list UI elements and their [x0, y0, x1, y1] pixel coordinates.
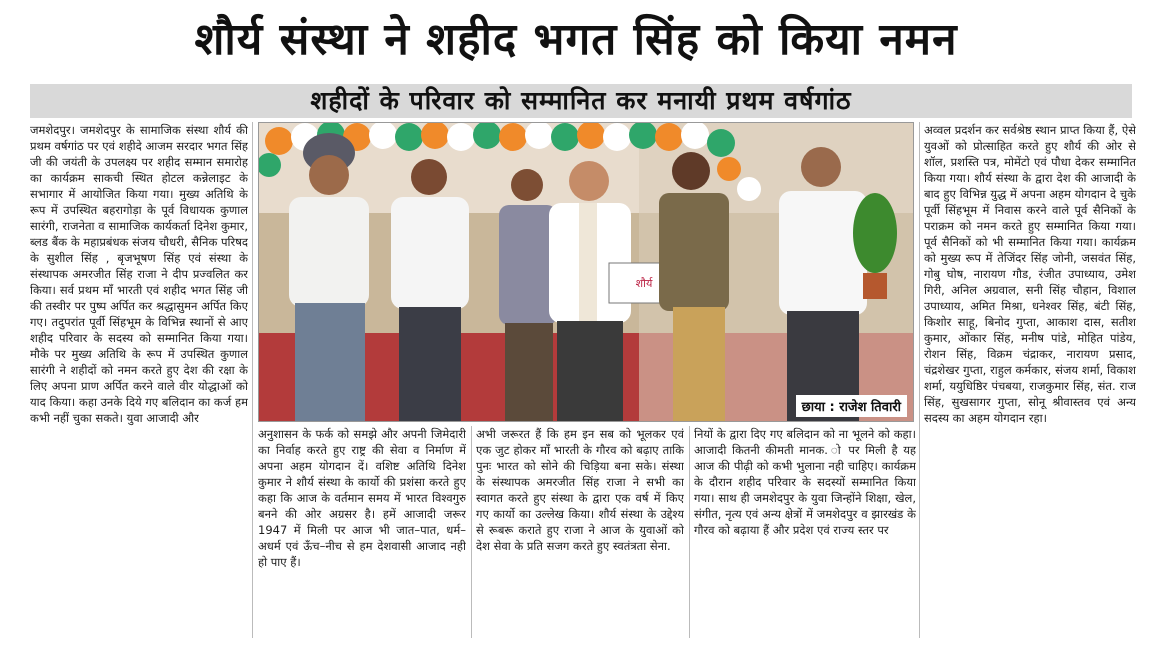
column-divider [252, 122, 253, 638]
column-divider [471, 426, 472, 638]
article-column-5 [924, 122, 1136, 638]
headline: शौर्य संस्था ने शहीद भगत सिंह को किया नमन [194, 14, 958, 65]
article-text-1: जमशेदपुर। जमशेदपुर के सामाजिक संस्था शौर्य की प्रथम वर्षगांठ पर एवं शहीदे आजम सरदार भगत सिंह जी की जयंती के उपलक्ष्य पर शहीद सम्मान समारोह का कार्यक्रम साकची स्थित होटल कन्नेलाइट के सभागार में आयोजित किया गया। मुख्य अतिथि के रूप में उपस्थित बहरागोड़ा के पूर्व विधायक कुणाल सारंगी, राजनेता व सामाजिक कार्यकर्ता दिनेश कुमार, ब्लड बैंक के महाप्रबंधक संजय चौधरी, सैनिक परिषद के सुशील सिंह , बृजभूषण सिंह एवं संस्था के संस्थापक अमरजीत सिंह राजा ने दीप प्रज्वलित कर किया। सर्व प्रथम माँ भारती एवं शहीद भगत सिंह जी की तस्वीर पर पुष्प अर्पित कर श्रद्धासुमन अर्पित किए गए। तदुपरांत पूर्वी सिंहभूम के विभिन्न स्थानों से आए शहीद परिवार के सदस्य को सम्मानित किया गया। मौके पर मुख्य अतिथि के रूप में उपस्थित कुणाल सारंगी ने शहीदों को नमन करते हुए देश की रक्षा के लिए अपना प्राण अर्पित करने वाले वीर योद्धाओं को याद किया। कहा उनके दिये गए बलिदान का कर्ज हम कभी नहीं चुका सकते। युवा आजादी और [30, 123, 248, 425]
certificate-text: शौर्य [635, 277, 653, 290]
article-text-5: अव्वल प्रदर्शन कर सर्वश्रेष्ठ स्थान प्राप्त किया हैं, ऐसे युवओं को प्रोत्साहित करते हुए शौर्य की ओर से शॉल, प्रशस्ति पत्र, मोमेंटो एवं पौधा देकर सम्मानित किया गया। शौर्य संस्था के द्वारा देश की आजादी के बाद हुए विभिन्न युद्ध में अपना अहम योगदान दे चुके पूर्वी सिंहभूम में निवास करने वाले पूर्व सैनिकों के पराक्रम को नमन करते हुए सम्मानित किया गया। पूर्व सैनिकों को भी सम्मानित किया गया। कार्यक्रम को मुख्य रूप में तेजिंदर सिंह जोनी, जसवंत सिंह, गोबु घोष, नारायण गौड, रंजीत उपाध्याय, उमेश गिरी, अनिल अग्रवाल, सनी सिंह चौहान, विशाल उपाध्याय, अमित मिश्रा, धनेश्वर सिंह, बंटी सिंह, किशोर साहू, बिनोद गुप्ता, आकाश दास, सतीश कुमार, ओंकार सिंह, मनीष पांडे, मोहित पांडेय, रोशन सिंह, विक्रम चंद्राकर, नारायण प्रसाद, चंद्रशेखर गुप्ता, राहुल कर्मकार, संजय शर्मा, विकाश शर्मा, ययुधिष्ठिर पंचबया, राजकुमार सिंह, संत. राज सिंह, सुखसागर गुप्ता, सोनू श्रीवास्तव एवं अन्य सदस्य का अहम योगदान रहा। [924, 123, 1136, 425]
column-divider [919, 122, 920, 638]
column-divider [689, 426, 690, 638]
person-third [499, 169, 557, 421]
article-column-3 [476, 426, 684, 638]
event-photo [258, 122, 914, 422]
subheadline: शहीदों के परिवार को सम्मानित कर मनायी प्रथम वर्षगांठ [30, 84, 1132, 118]
article-text-2: अनुशासन के फर्क को समझे और अपनी जिमेदारी का निर्वाह करते हुए राष्ट्र की सेवा व निर्माण में अपना अहम योगदान दें। वशिष्ट अतिथि दिनेश कुमार ने शौर्य संस्था के कार्यो की प्रशंसा करते हुए कहा कि आज के वर्तमान समय में भारत विश्वगुरु बनने की ओर अग्रसर है। हमें आजादी जरूर 1947 में मिली पर आज भी जात–पात, धर्म–अधर्म एवं ऊँच–नीच से हम देशवासी आजाद नही हो पाए हैं। [258, 427, 466, 569]
photo-credit: छाया : राजेश तिवारी [796, 395, 907, 417]
article-text-3: अभी जरूरत हैं कि हम इन सब को भूलकर एवं एक जुट होकर माँ भारती के गौरव को बढ़ाए ताकि पुनः भारत को सोने की चिड़िया बना सके। संस्था के संस्थापक अमरजीत सिंह राजा ने सभी का स्वागत करते हुए संस्था के द्वारा एक वर्ष में किए गए कार्यो का उल्लेख किया। शौर्य संस्था के उद्देश्य से रूबरू कराते हुए राजा ने आज के युवाओं को देश सेवा के प्रति सजग करते हुए स्वतंत्रता सेना. [476, 427, 684, 553]
event-photo-illustration [259, 123, 913, 421]
article-column-2 [258, 426, 466, 638]
article-text-4: नियों के द्वारा दिए गए बलिदान को ना भूलने को कहा। आजादी कितनी कीमती मानक. ो पर मिली है यह आज की पीढ़ी को कभी भुलाना नही चाहिए। कार्यक्रम के दौरान शहीद परिवार के सदस्यों सम्मानित किया गया। साथ ही जमशेदपुर के युवा जिन्होंने शिक्षा, खेल, संगीत, नृत्य एवं अन्य क्षेत्रों में जमशेदपुर व झारखंड के गौरव को बढ़ाया हैं और प्रदेश एवं राज्य स्तर पर [694, 427, 916, 537]
article-column-1 [30, 122, 248, 638]
person-second [391, 159, 469, 421]
plant-icon [853, 193, 897, 273]
article-column-4 [694, 426, 916, 638]
